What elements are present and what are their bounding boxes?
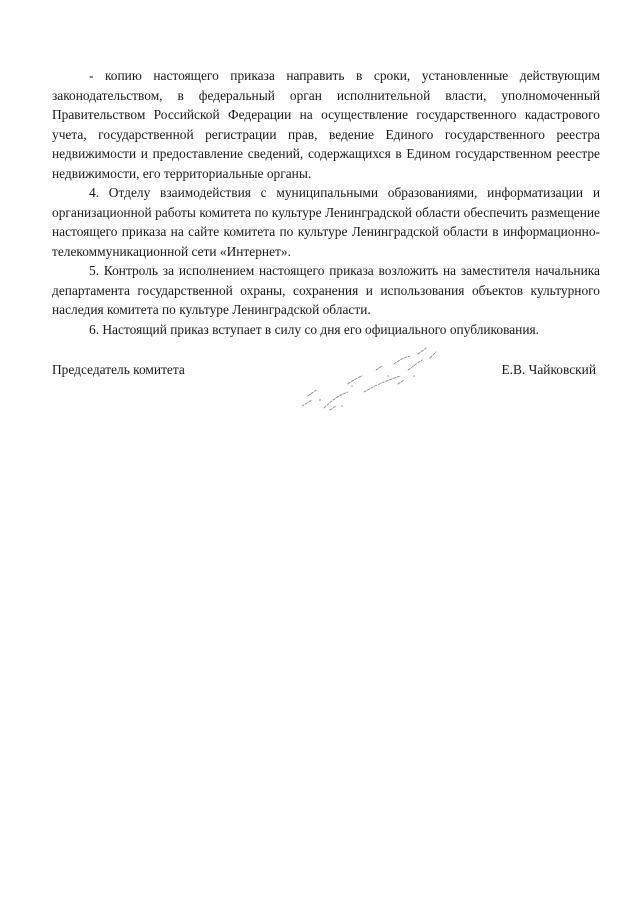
- paragraph-item-6: 6. Настоящий приказ вступает в силу со дня его официального опубликования.: [89, 321, 539, 337]
- paragraph-item-5: 5. Контроль за исполнением настоящего приказа возложить на заместителя начальника департамента государственной охраны, сохранения и использования объектов культурного наследия комитета по культуре Ленинградской области.: [52, 263, 600, 317]
- handwritten-signature: [290, 336, 450, 426]
- document-body: [52, 66, 600, 339]
- paragraph-copy-distribution: - копию настоящего приказа направить в сроки, установленные действующим законодательством, в федеральный орган исполнительной власти, уполномоченный Правительством Российской Федерации на осуществление государственного кадастрового учета, государственной регистрации прав, ведение Единого государственного реестра недвижимости и предоставление сведений, содержащихся в Едином государственном реестре недвижимости, его территориальные органы.: [52, 68, 600, 181]
- signer-name: Е.В. Чайковский: [501, 362, 596, 377]
- signer-title: Председатель комитета: [52, 362, 185, 377]
- paragraph-item-4: 4. Отделу взаимодействия с муниципальными образованиями, информатизации и организационной работы комитета по культуре Ленинградской области обеспечить размещение настоящего приказа на сайте комитета по культуре Ленинградской области в информационно-телекоммуникационной сети «Интернет».: [52, 185, 600, 259]
